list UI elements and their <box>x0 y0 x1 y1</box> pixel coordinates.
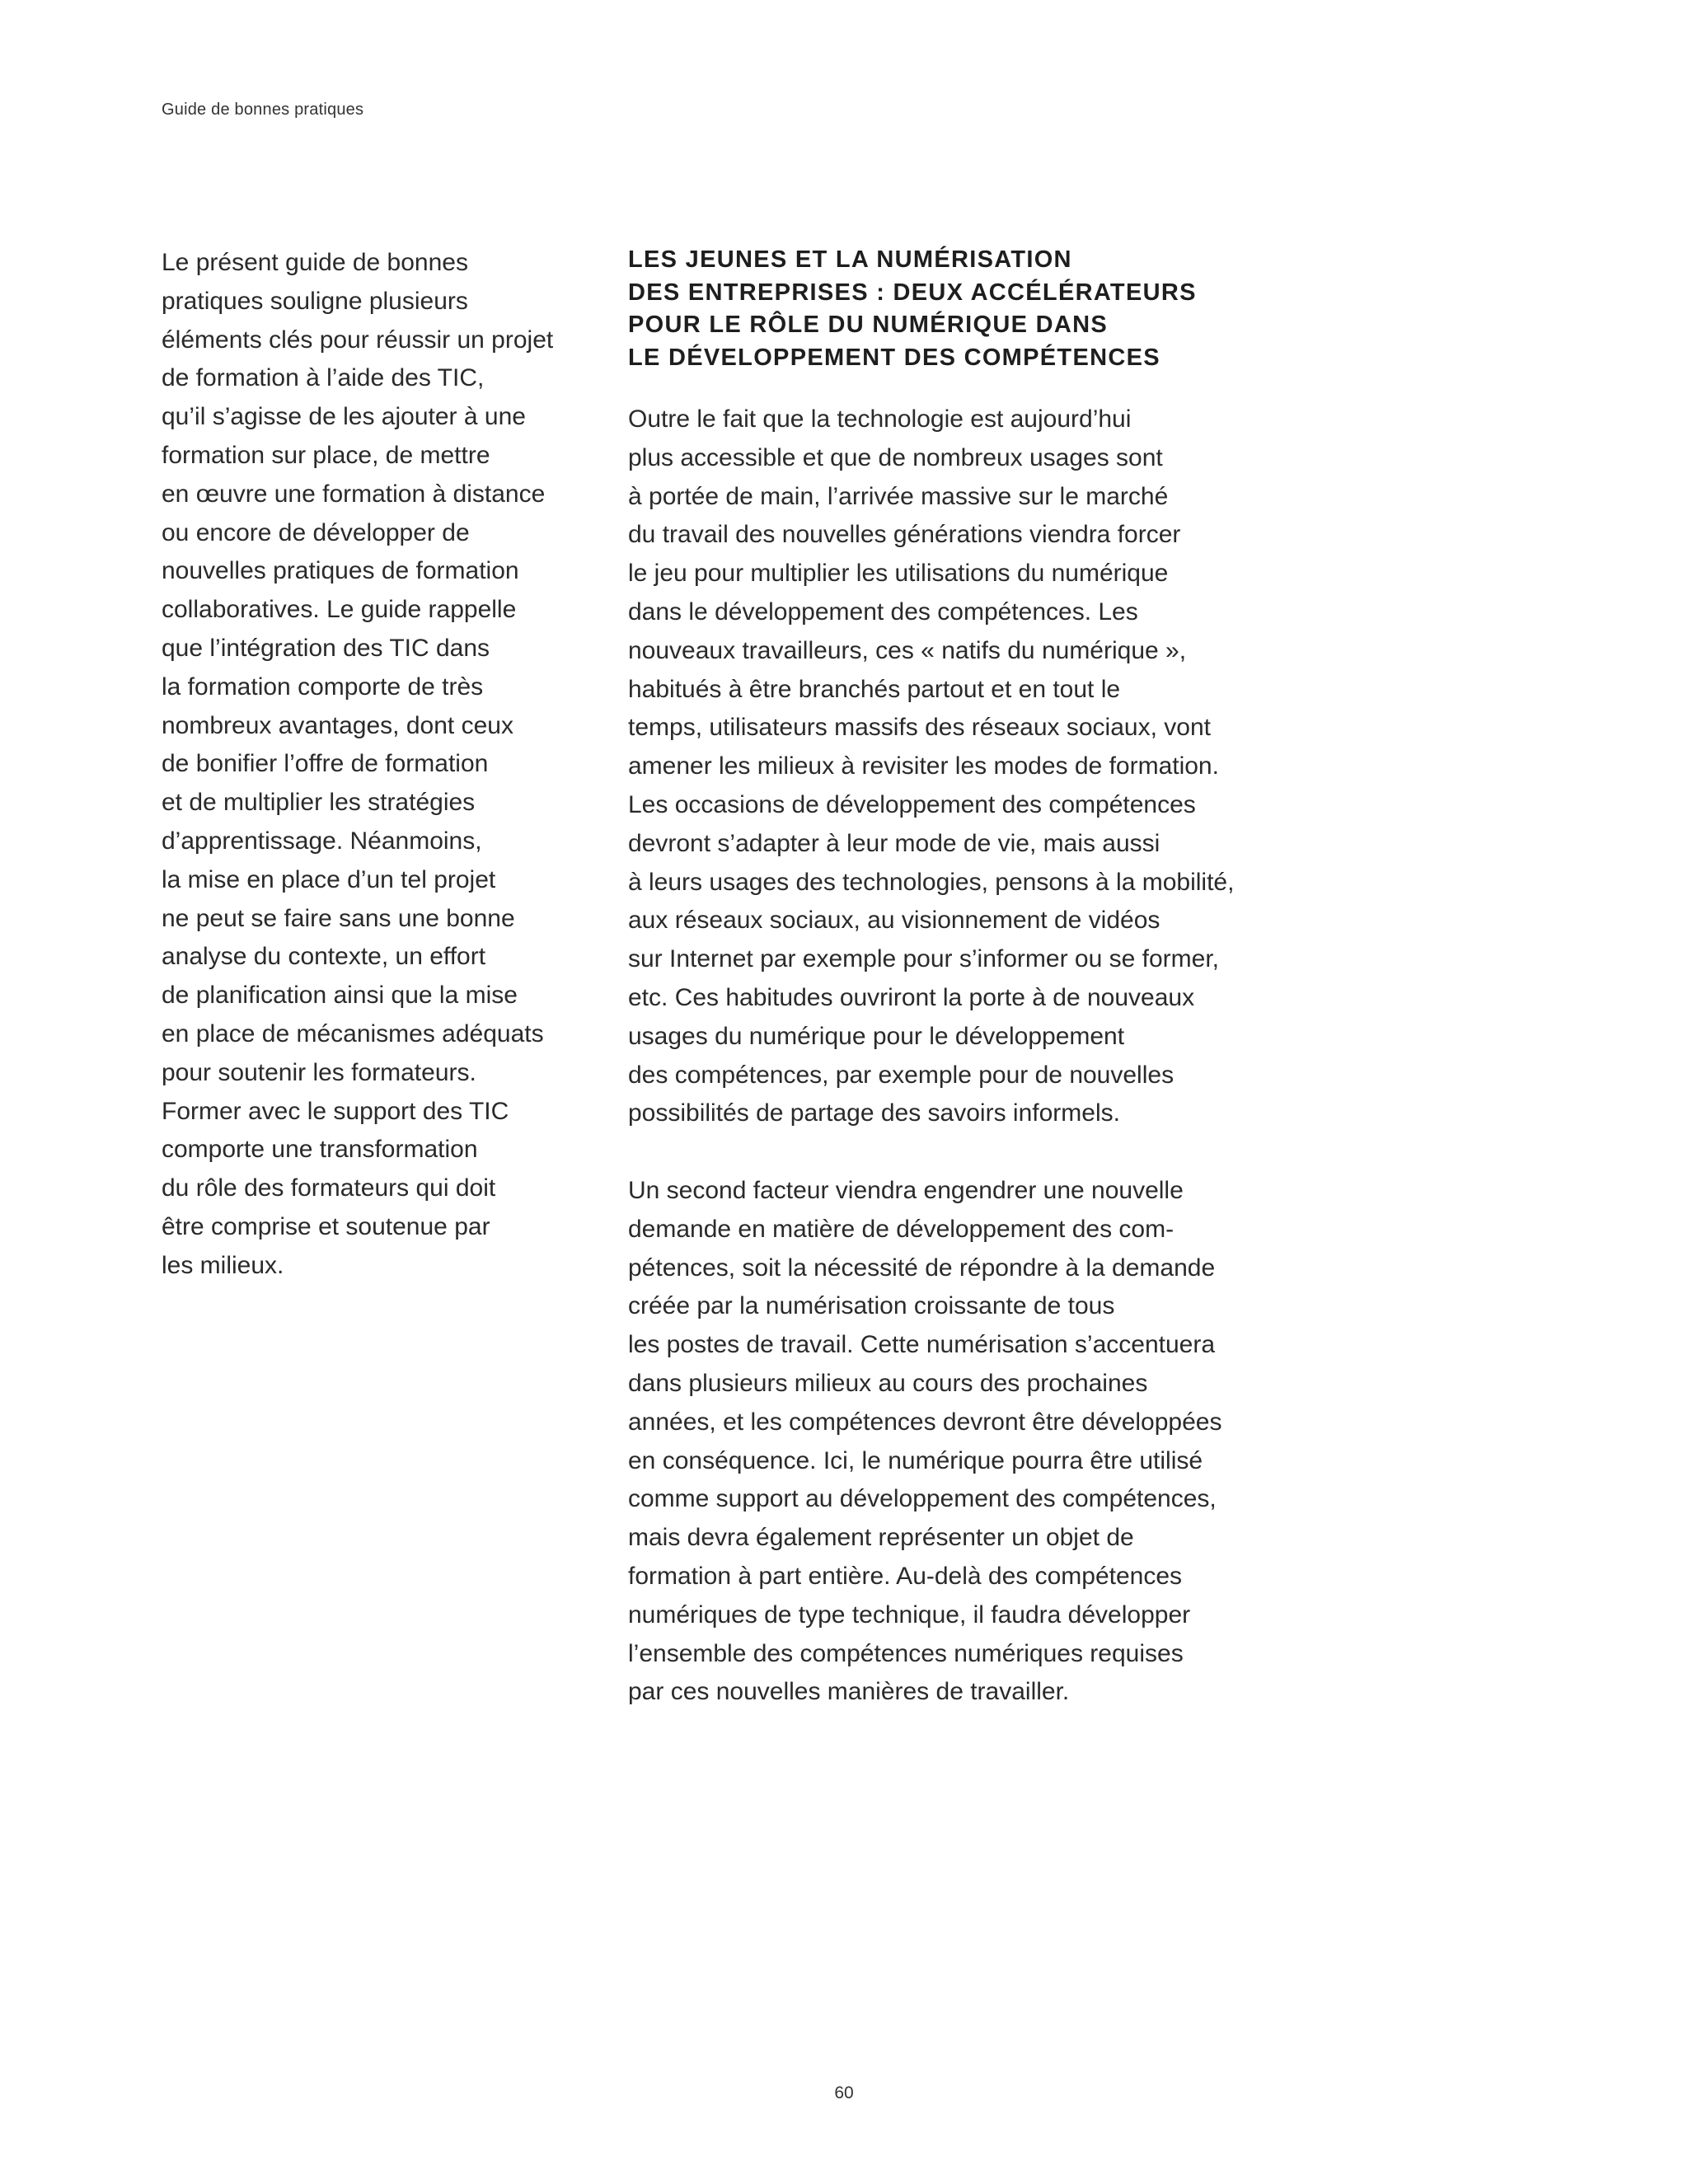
paragraph-line: nouveaux travailleurs, ces « natifs du numérique », <box>628 636 1187 664</box>
paragraph-line: Un second facteur viendra engendrer une nouvelle <box>628 1176 1184 1204</box>
left-text-line: être comprise et soutenue par <box>162 1212 490 1240</box>
section-heading-line: LES JEUNES ET LA NUMÉRISATION <box>628 246 1072 273</box>
left-text-line: et de multiplier les stratégies <box>162 789 476 817</box>
running-header: Guide de bonnes pratiques <box>162 101 364 119</box>
left-text-line: ne peut se faire sans une bonne <box>162 904 515 932</box>
left-text-line: Former avec le support des TIC <box>162 1097 509 1125</box>
paragraph-line: formation à part entière. Au-delà des compétences <box>628 1562 1183 1590</box>
left-text-line: du rôle des formateurs qui doit <box>162 1174 496 1202</box>
paragraph-line: aux réseaux sociaux, au visionnement de vidéos <box>628 907 1160 935</box>
paragraph-spacer <box>628 1133 1312 1172</box>
left-text-line: que l’intégration des TIC dans <box>162 634 490 662</box>
section-heading-line: POUR LE RÔLE DU NUMÉRIQUE DANS <box>628 312 1108 338</box>
section-heading-line: DES ENTREPRISES : DEUX ACCÉLÉRATEURS <box>628 279 1197 306</box>
paragraph-line: les postes de travail. Cette numérisation s’accentuera <box>628 1331 1216 1359</box>
paragraph-line: sur Internet par exemple pour s’informer ou se former, <box>628 945 1219 973</box>
paragraph-line: comme support au développement des compétences, <box>628 1485 1217 1513</box>
left-text-line: la formation comporte de très <box>162 673 484 701</box>
paragraph-line: temps, utilisateurs massifs des réseaux sociaux, vont <box>628 714 1211 742</box>
left-text-line: qu’il s’agisse de les ajouter à une <box>162 403 526 431</box>
left-text-line: les milieux. <box>162 1251 284 1279</box>
paragraph-line: Outre le fait que la technologie est aujourd’hui <box>628 405 1132 433</box>
paragraph-line: dans le développement des compétences. Les <box>628 598 1138 626</box>
paragraph-line: demande en matière de développement des com- <box>628 1215 1175 1243</box>
left-text-line: d’apprentissage. Néanmoins, <box>162 827 482 855</box>
left-text-line: Le présent guide de bonnes <box>162 249 468 276</box>
left-text-line: pratiques souligne plusieurs <box>162 287 468 315</box>
left-text-line: de planification ainsi que la mise <box>162 982 518 1010</box>
left-text-line: de bonifier l’offre de formation <box>162 750 489 778</box>
section-heading <box>628 244 1312 374</box>
paragraph-line: etc. Ces habitudes ouvriront la porte à de nouveaux <box>628 983 1195 1011</box>
paragraph-line: dans plusieurs milieux au cours des prochaines <box>628 1369 1148 1397</box>
paragraph-line: par ces nouvelles manières de travailler. <box>628 1678 1070 1706</box>
paragraph-line: devront s’adapter à leur mode de vie, mais aussi <box>628 829 1160 857</box>
paragraph-line: en conséquence. Ici, le numérique pourra être utilisé <box>628 1446 1203 1474</box>
left-text-line: en œuvre une formation à distance <box>162 480 546 508</box>
left-text-line: collaboratives. Le guide rappelle <box>162 596 517 624</box>
paragraph-line: le jeu pour multiplier les utilisations du numérique <box>628 560 1169 588</box>
left-text-line: de formation à l’aide des TIC, <box>162 364 485 392</box>
paragraph-line: usages du numérique pour le développement <box>628 1022 1125 1050</box>
left-text-line: pour soutenir les formateurs. <box>162 1058 476 1086</box>
right-column <box>628 244 1312 1712</box>
paragraph-line: habitués à être branchés partout et en tout le <box>628 675 1121 703</box>
paragraph-line: à leurs usages des technologies, pensons à la mobilité, <box>628 868 1235 896</box>
paragraph-line: numériques de type technique, il faudra développer <box>628 1601 1191 1629</box>
paragraph-line: possibilités de partage des savoirs informels. <box>628 1099 1120 1127</box>
paragraph-line: plus accessible et que de nombreux usages sont <box>628 443 1163 471</box>
paragraph-line: mais devra également représenter un objet de <box>628 1524 1134 1552</box>
left-text-line: la mise en place d’un tel projet <box>162 865 496 893</box>
paragraph-line: amener les milieux à revisiter les modes de formation. <box>628 752 1219 780</box>
left-text-line: formation sur place, de mettre <box>162 441 490 469</box>
left-text-line: en place de mécanismes adéquats <box>162 1019 544 1047</box>
left-text-line: éléments clés pour réussir un projet <box>162 326 554 354</box>
paragraph-1 <box>628 401 1312 1133</box>
left-text-line: nombreux avantages, dont ceux <box>162 711 513 739</box>
paragraph-line: créée par la numérisation croissante de tous <box>628 1292 1115 1320</box>
left-text-line: analyse du contexte, un effort <box>162 943 486 971</box>
paragraph-line: pétences, soit la nécessité de répondre à la demande <box>628 1254 1216 1282</box>
paragraph-line: du travail des nouvelles générations viendra forcer <box>628 521 1181 549</box>
left-column-text <box>162 244 598 1286</box>
paragraph-line: des compétences, par exemple pour de nouvelles <box>628 1061 1175 1089</box>
paragraph-line: années, et les compétences devront être développées <box>628 1408 1222 1436</box>
paragraph-line: l’ensemble des compétences numériques requises <box>628 1639 1184 1667</box>
left-text-line: comporte une transformation <box>162 1136 478 1164</box>
left-text-line: nouvelles pratiques de formation <box>162 557 519 585</box>
paragraph-line: Les occasions de développement des compétences <box>628 790 1196 818</box>
left-text-line: ou encore de développer de <box>162 518 470 546</box>
page-number: 60 <box>834 2083 854 2102</box>
paragraph-line: à portée de main, l’arrivée massive sur le marché <box>628 482 1169 510</box>
paragraph-2 <box>628 1172 1312 1712</box>
section-heading-line: LE DÉVELOPPEMENT DES COMPÉTENCES <box>628 344 1160 371</box>
